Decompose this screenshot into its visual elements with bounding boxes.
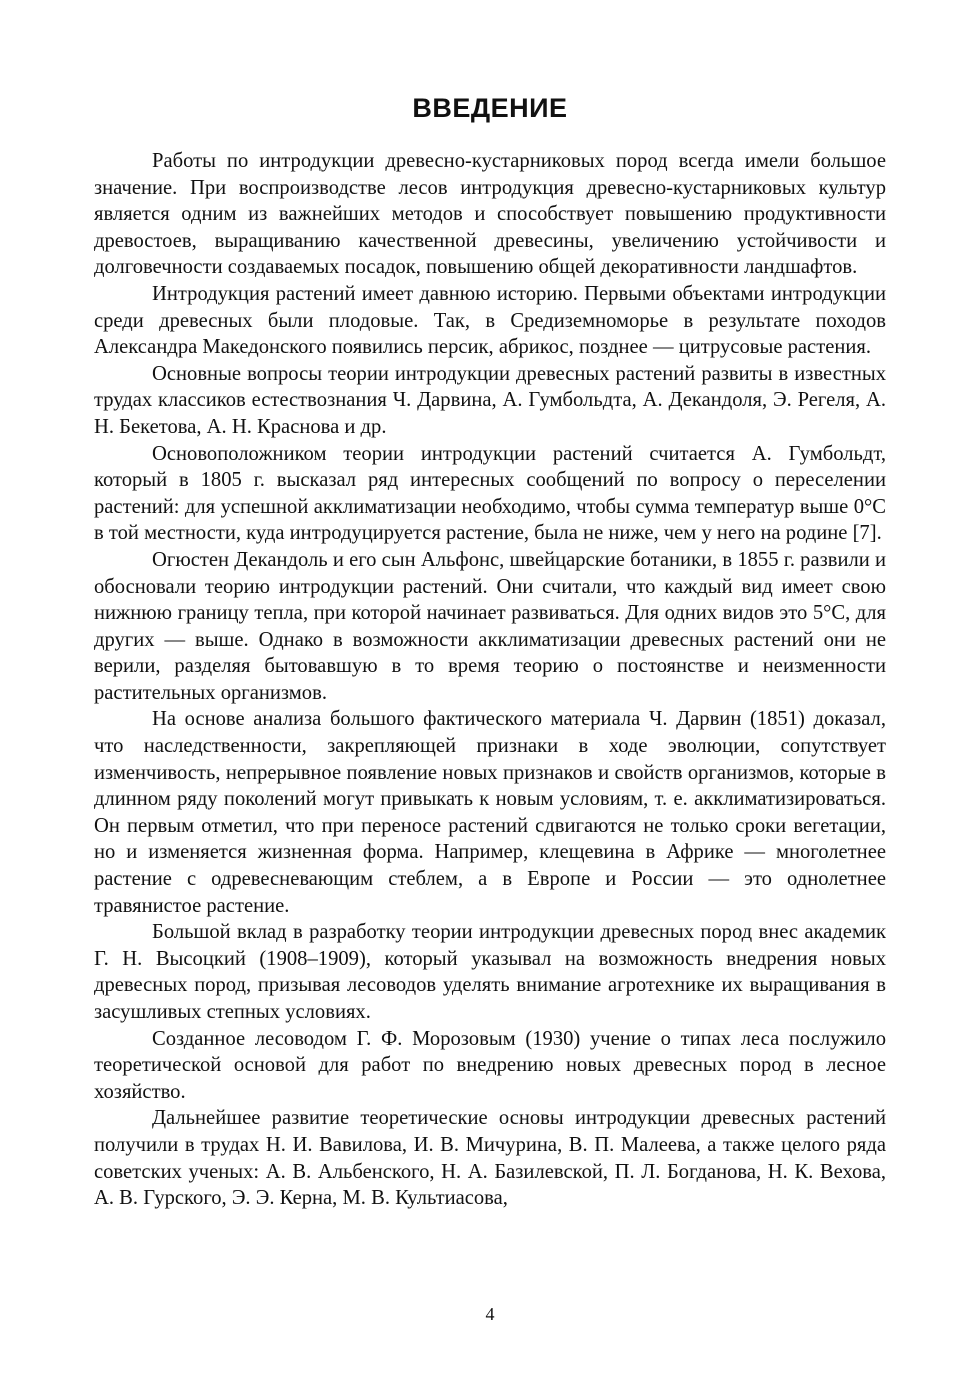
body-text [94,148,886,1212]
paragraph: Основоположником теории интродукции растений считается А. Гумбольдт, который в 1805 г. высказал ряд интересных сообщений по вопросу о переселении растений: для успешной акклиматизации необходимо, чтобы сумма температур выше 0°С в той местности, куда интродуцируется растение, была не ниже, чем у него на родине [7]. [94,442,886,545]
paragraph: Огюстен Декандоль и его сын Альфонс, швейцарские ботаники, в 1855 г. развили и обосновали теорию интродукции растений. Они считали, что каждый вид имеет свою нижнюю границу тепла, при которой начинает развиваться. Для одних видов это 5°С, для других — выше. Однако в возможности акклиматизации древесных растений они не верили, разделяя бытовавшую в то время теорию о постоянстве и неизменности растительных организмов. [94,548,886,704]
paragraph: Дальнейшее развитие теоретические основы интродукции древесных растений получили в трудах Н. И. Вавилова, И. В. Мичурина, В. П. Малеева, а также целого ряда советских ученых: А. В. Альбенского, Н. А. Базилевской, П. Л. Богданова, Н. К. Вехова, А. В. Гурского, Э. Э. Керна, М. В. Культиасова, [94,1107,886,1210]
paragraph: Большой вклад в разработку теории интродукции древесных пород внес академик Г. Н. Высоцкий (1908–1909), который указывал на возможность внедрения новых древесных пород, призывая лесоводов уделять внимание агротехнике их выращивания в засушливых степных условиях. [94,921,886,1023]
document-page [94,88,886,1212]
page-number: 4 [485,1304,495,1324]
paragraph: Основные вопросы теории интродукции древесных растений развиты в известных трудах классиков естествознания Ч. Дарвина, А. Гумбольдта, А. Декандоля, Э. Регеля, А. Н. Бекетова, А. Н. Краснова и др. [94,362,886,438]
paragraph: Интродукция растений имеет давнюю историю. Первыми объектами интродукции среди древесных были плодовые. Так, в Средиземноморье в результате походов Александра Македонского появились персик, абрикос, позднее — цитрусовые растения. [94,282,886,359]
paragraph: Работы по интродукции древесно-кустарниковых пород всегда имели большое значение. При воспроизводстве лесов интродукция древесно-кустарниковых культур является одним из важнейших методов и способствует повышению продуктивности древостоев, выращиванию качественной древесины, увеличению устойчивости и долговечности создаваемых посадок, повышению общей декоративности ландшафтов. [94,150,886,279]
paragraph: На основе анализа большого фактического материала Ч. Дарвин (1851) доказал, что наследственности, закрепляющей признаки в ходе эволюции, сопутствует изменчивость, непрерывное появление новых признаков и свойств организмов, которые в длинном ряду поколений могут привыкать к новым условиям, т. е. акклиматизироваться. Он первым отметил, что при переносе растений сдвигаются не только сроки вегетации, но и изменяется жизненная форма. Например, клещевина в Африке — многолетнее растение с одревесневающим стеблем, а в Европе и России — это однолетнее травянистое растение. [94,708,886,917]
page-title: ВВЕДЕНИЕ [412,93,568,123]
paragraph: Созданное лесоводом Г. Ф. Морозовым (1930) учение о типах леса послужило теоретической основой для работ по внедрению новых древесных пород в лесное хозяйство. [94,1027,886,1103]
